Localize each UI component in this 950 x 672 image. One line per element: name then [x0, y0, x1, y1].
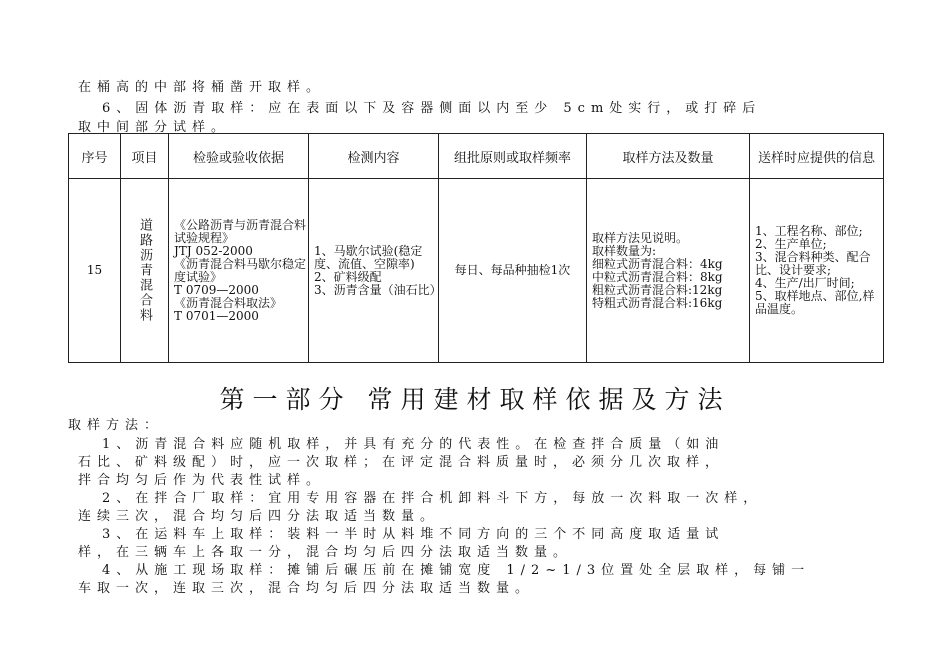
method-label: 取样方法： — [68, 418, 164, 433]
header-basis: 检验或验收依据 — [169, 134, 309, 179]
header-frequency: 组批原则或取样频率 — [439, 134, 587, 179]
paragraph-line: 连续三次，混合均匀后四分法取适当数量。 — [78, 509, 440, 524]
header-content: 检测内容 — [309, 134, 439, 179]
row-info — [750, 179, 884, 363]
paragraph-line: 样，在三辆车上各取一分，混合均匀后四分法取适当数量。 — [78, 545, 573, 560]
row-content — [309, 179, 442, 363]
paragraph-line: 2、在拌合厂取样：宜用专用容器在拌合机卸料斗下方，每放一次料取一次样， — [102, 491, 763, 506]
row-frequency: 每日、每品种抽检1次 — [439, 179, 587, 363]
sampling-table — [68, 133, 884, 363]
method-line: 取样方法见说明。 — [592, 230, 689, 245]
intro-line-2: 6、固体沥青取样：应在表面以下及容器侧面以内至少 5cm处实行，或打碎后 — [102, 101, 762, 116]
paragraph-line: 3、在运料车上取样：装料一半时从料堆不同方向的三个不同高度取适量试 — [102, 527, 725, 542]
method-line: 细粒式沥青混合料：4kg — [592, 256, 723, 271]
content-line: 3、沥青含量（油石比） — [314, 282, 442, 297]
basis-line: JTJ 052-2000 — [174, 243, 253, 258]
table-header-row — [69, 134, 884, 179]
header-info: 送样时应提供的信息 — [750, 134, 884, 179]
row-number: 15 — [69, 179, 121, 363]
paragraph-line: 4、从施工现场取样：摊铺后碾压前在摊铺宽度 1/2~1/3位置处全层取样，每铺一 — [102, 563, 811, 578]
paragraph-line: 1、沥青混合料应随机取样，并具有充分的代表性。在检查拌合质量（如油 — [102, 437, 725, 452]
method-line: 粗粒式沥青混合料:12kg — [592, 282, 723, 297]
basis-line: T 0701—2000 — [174, 308, 259, 323]
paragraph-line: 石比、矿料级配）时，应一次取样；在评定混合料质量时，必须分几次取样， — [78, 455, 725, 470]
header-method: 取样方法及数量 — [587, 134, 750, 179]
info-line: 2、生产单位; — [755, 237, 827, 251]
method-line: 中粒式沥青混合料：8kg — [592, 269, 723, 284]
basis-line: T 0709—2000 — [174, 282, 259, 297]
row-item: 道路沥青混合料 — [137, 218, 152, 323]
paragraph-line: 拌合均匀后作为代表性试样。 — [78, 473, 326, 488]
basis-line: 《公路沥青与沥青混合料试验规程》 — [174, 217, 307, 245]
info-line: 4、生产/出厂时间; — [755, 276, 855, 290]
info-line: 1、工程名称、部位; — [755, 224, 863, 238]
intro-line-3: 取中间部分试样。 — [78, 120, 231, 135]
table-row — [69, 179, 884, 363]
paragraph-line: 车取一次，连取三次，混合均匀后四分法取适当数量。 — [78, 581, 535, 596]
basis-line: 《沥青混合料马歇尔稳定度试验》 — [174, 256, 307, 284]
info-line: 5、取样地点、部位,样品温度。 — [755, 289, 875, 316]
intro-line-1: 在桶高的中部将桶凿开取样。 — [78, 80, 326, 95]
header-number: 序号 — [69, 134, 121, 179]
method-line: 特粗式沥青混合料:16kg — [592, 295, 723, 310]
header-item: 项目 — [121, 134, 169, 179]
row-method — [587, 179, 750, 363]
info-line: 3、混合料种类、配合比、设计要求; — [755, 250, 871, 277]
method-line: 取样数量为: — [592, 243, 657, 258]
basis-line: 《沥青混合料取法》 — [174, 295, 283, 310]
row-basis — [169, 179, 309, 363]
content-line: 1、马歇尔试验(稳定度、流值、空隙率) — [314, 243, 423, 271]
content-line: 2、矿料级配 — [314, 269, 382, 284]
section-title: 第一部分 常用建材取样依据及方法 — [219, 385, 731, 414]
